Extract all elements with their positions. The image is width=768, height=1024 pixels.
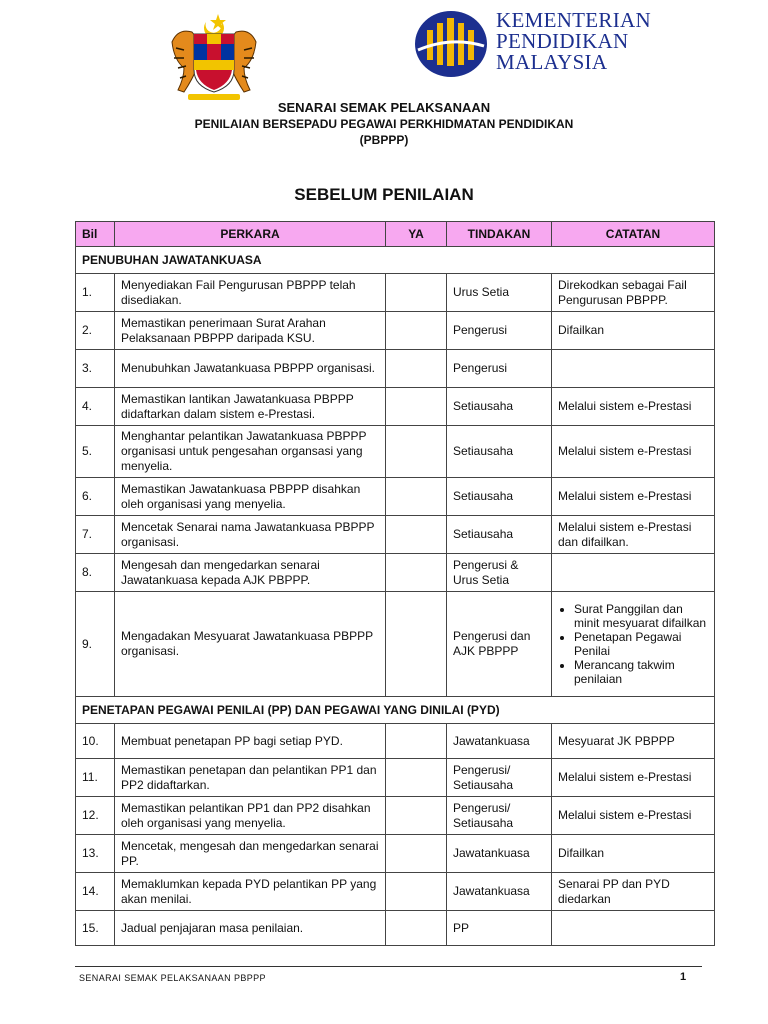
col-header-tindakan: TINDAKAN	[447, 222, 552, 247]
cell-tindakan: PP	[447, 911, 552, 946]
kpm-line-3: MALAYSIA	[496, 50, 608, 74]
cell-perkara: Menubuhkan Jawatankuasa PBPPP organisasi.	[115, 350, 386, 388]
cell-bil: 15.	[76, 911, 115, 946]
cell-catatan: Melalui sistem e-Prestasi	[552, 426, 715, 478]
catatan-bullet-item: • Surat Panggilan dan minit mesyuarat difailkan	[574, 602, 708, 630]
table-row	[76, 516, 715, 554]
cell-tindakan: Jawatankuasa	[447, 724, 552, 759]
cell-perkara: Memastikan penerimaan Surat Arahan Pelaksanaan PBPPP daripada KSU.	[115, 312, 386, 350]
cell-tindakan: Urus Setia	[447, 274, 552, 312]
cell-catatan	[552, 592, 715, 697]
footer-document-name: SENARAI SEMAK PELAKSANAAN PBPPP	[79, 973, 266, 983]
cell-tindakan: Jawatankuasa	[447, 873, 552, 911]
cell-catatan: Melalui sistem e-Prestasi	[552, 388, 715, 426]
cell-perkara: Memastikan Jawatankuasa PBPPP disahkan oleh organisasi yang menyelia.	[115, 478, 386, 516]
col-header-ya: YA	[386, 222, 447, 247]
cell-tindakan: Setiausaha	[447, 388, 552, 426]
table-row	[76, 797, 715, 835]
cell-perkara: Menyediakan Fail Pengurusan PBPPP telah disediakan.	[115, 274, 386, 312]
cell-perkara: Memaklumkan kepada PYD pelantikan PP yang akan menilai.	[115, 873, 386, 911]
cell-perkara: Memastikan pelantikan PP1 dan PP2 disahkan oleh organisasi yang menyelia.	[115, 797, 386, 835]
cell-ya[interactable]	[386, 274, 447, 312]
table-row	[76, 350, 715, 388]
cell-ya[interactable]	[386, 516, 447, 554]
table-row	[76, 426, 715, 478]
table-row	[76, 911, 715, 946]
cell-bil: 6.	[76, 478, 115, 516]
table-row	[76, 724, 715, 759]
cell-perkara: Memastikan penetapan dan pelantikan PP1 dan PP2 didaftarkan.	[115, 759, 386, 797]
cell-bil: 8.	[76, 554, 115, 592]
table-row	[76, 835, 715, 873]
cell-ya[interactable]	[386, 554, 447, 592]
cell-tindakan: Pengerusi dan AJK PBPPP	[447, 592, 552, 697]
cell-tindakan: Setiausaha	[447, 426, 552, 478]
table-row	[76, 274, 715, 312]
group-row	[76, 247, 715, 274]
table-row	[76, 873, 715, 911]
cell-ya[interactable]	[386, 724, 447, 759]
table-header-row	[76, 222, 715, 247]
cell-bil: 7.	[76, 516, 115, 554]
cell-bil: 5.	[76, 426, 115, 478]
cell-bil: 9.	[76, 592, 115, 697]
malaysia-coat-of-arms-logo	[166, 8, 262, 108]
kpm-line-1: KEMENTERIAN	[496, 8, 651, 32]
cell-tindakan: Pengerusi & Urus Setia	[447, 554, 552, 592]
cell-ya[interactable]	[386, 350, 447, 388]
title-line-1: SENARAI SEMAK PELAKSANAAN	[277, 100, 491, 115]
title-line-2: PENILAIAN BERSEPADU PEGAWAI PERKHIDMATAN PENDIDIKAN	[194, 117, 574, 131]
cell-perkara: Mencetak Senarai nama Jawatankuasa PBPPP organisasi.	[115, 516, 386, 554]
cell-ya[interactable]	[386, 797, 447, 835]
cell-tindakan: Setiausaha	[447, 516, 552, 554]
cell-catatan: Difailkan	[552, 312, 715, 350]
cell-ya[interactable]	[386, 835, 447, 873]
cell-ya[interactable]	[386, 388, 447, 426]
cell-bil: 3.	[76, 350, 115, 388]
cell-catatan: Melalui sistem e-Prestasi	[552, 759, 715, 797]
table-row	[76, 478, 715, 516]
cell-catatan: Difailkan	[552, 835, 715, 873]
catatan-bullet-list	[558, 602, 708, 686]
cell-ya[interactable]	[386, 911, 447, 946]
table-row	[76, 554, 715, 592]
cell-bil: 10.	[76, 724, 115, 759]
title-line-3: (PBPPP)	[359, 133, 409, 147]
cell-ya[interactable]	[386, 426, 447, 478]
cell-ya[interactable]	[386, 478, 447, 516]
cell-tindakan: Pengerusi	[447, 312, 552, 350]
cell-tindakan: Pengerusi	[447, 350, 552, 388]
cell-perkara: Mengadakan Mesyuarat Jawatankuasa PBPPP organisasi.	[115, 592, 386, 697]
cell-ya[interactable]	[386, 592, 447, 697]
col-header-catatan: CATATAN	[552, 222, 715, 247]
kpm-line-2: PENDIDIKAN	[496, 29, 629, 53]
group-row	[76, 697, 715, 724]
cell-tindakan: Pengerusi/ Setiausaha	[447, 797, 552, 835]
cell-tindakan: Jawatankuasa	[447, 835, 552, 873]
catatan-bullet-item: • Merancang takwim penilaian	[574, 658, 708, 686]
cell-catatan	[552, 554, 715, 592]
cell-catatan: Melalui sistem e-Prestasi	[552, 797, 715, 835]
cell-bil: 2.	[76, 312, 115, 350]
cell-perkara: Memastikan lantikan Jawatankuasa PBPPP didaftarkan dalam sistem e-Prestasi.	[115, 388, 386, 426]
checklist-table	[75, 221, 715, 946]
cell-bil: 14.	[76, 873, 115, 911]
section-title: SEBELUM PENILAIAN	[294, 185, 474, 204]
group-title: PENUBUHAN JAWATANKUASA	[76, 247, 715, 274]
cell-catatan: Melalui sistem e-Prestasi dan difailkan.	[552, 516, 715, 554]
cell-bil: 12.	[76, 797, 115, 835]
cell-tindakan: Pengerusi/ Setiausaha	[447, 759, 552, 797]
cell-perkara: Menghantar pelantikan Jawatankuasa PBPPP organisasi untuk pengesahan organsasi yang menyelia.	[115, 426, 386, 478]
kpm-logo-mark	[414, 10, 488, 78]
cell-catatan: Direkodkan sebagai Fail Pengurusan PBPPP.	[552, 274, 715, 312]
table-row	[76, 759, 715, 797]
cell-perkara: Mencetak, mengesah dan mengedarkan senarai PP.	[115, 835, 386, 873]
kpm-wordmark	[496, 10, 651, 73]
table-row	[76, 592, 715, 697]
cell-catatan	[552, 911, 715, 946]
table-row	[76, 312, 715, 350]
cell-perkara: Membuat penetapan PP bagi setiap PYD.	[115, 724, 386, 759]
cell-bil: 11.	[76, 759, 115, 797]
col-header-perkara: PERKARA	[115, 222, 386, 247]
cell-bil: 4.	[76, 388, 115, 426]
cell-bil: 13.	[76, 835, 115, 873]
table-row	[76, 388, 715, 426]
cell-catatan: Melalui sistem e-Prestasi	[552, 478, 715, 516]
cell-catatan: Mesyuarat JK PBPPP	[552, 724, 715, 759]
group-title: PENETAPAN PEGAWAI PENILAI (PP) DAN PEGAWAI YANG DINILAI (PYD)	[76, 697, 715, 724]
cell-perkara: Jadual penjajaran masa penilaian.	[115, 911, 386, 946]
cell-perkara: Mengesah dan mengedarkan senarai Jawatankuasa kepada AJK PBPPP.	[115, 554, 386, 592]
footer-divider	[75, 966, 702, 967]
footer-page-number: 1	[680, 971, 687, 983]
document-title-block	[0, 98, 768, 147]
cell-catatan	[552, 350, 715, 388]
col-header-bil: Bil	[76, 222, 115, 247]
cell-tindakan: Setiausaha	[447, 478, 552, 516]
cell-catatan: Senarai PP dan PYD diedarkan	[552, 873, 715, 911]
cell-ya[interactable]	[386, 759, 447, 797]
catatan-bullet-item: • Penetapan Pegawai Penilai	[574, 630, 708, 658]
cell-ya[interactable]	[386, 873, 447, 911]
cell-bil: 1.	[76, 274, 115, 312]
cell-ya[interactable]	[386, 312, 447, 350]
